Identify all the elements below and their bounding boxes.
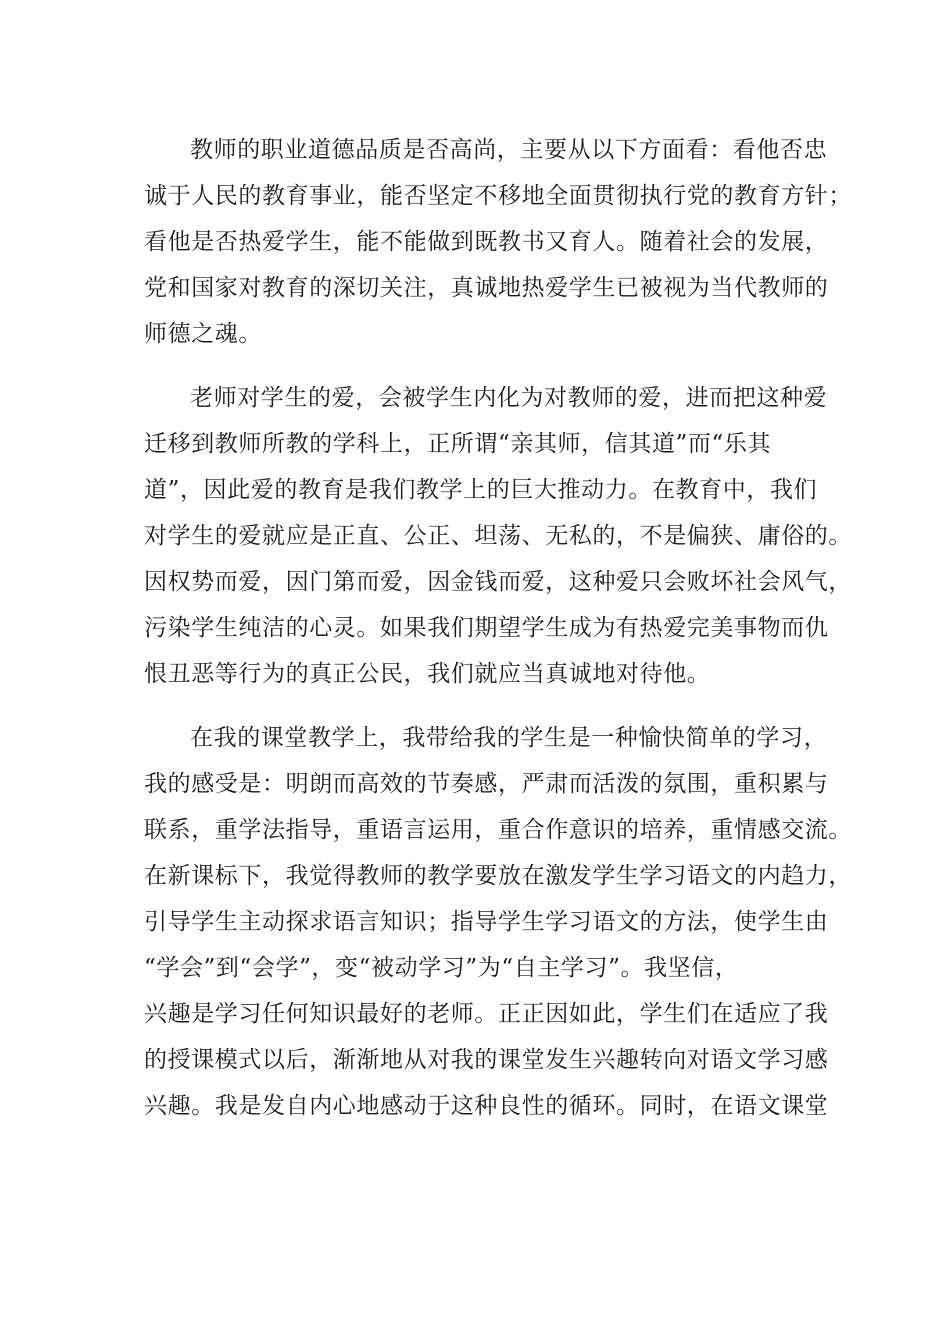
document-body — [144, 127, 852, 1147]
paragraph-2 — [144, 375, 852, 697]
text-line: 师德之魂。 — [144, 321, 262, 347]
text-line: 老师对学生的爱，会被学生内化为对教师的爱，进而把这种爱 — [190, 385, 828, 411]
text-line: 诚于人民的教育事业，能否坚定不移地全面贯彻执行党的教育方针； — [144, 183, 852, 209]
text-line: 道”，因此爱的教育是我们教学上的巨大推动力。在教育中，我们 — [144, 477, 818, 503]
text-line: 的授课模式以后，渐渐地从对我的课堂发生兴趣转向对语文学习感 — [144, 1047, 829, 1073]
text-line: 对学生的爱就应是正直、公正、坦荡、无私的，不是偏狭、庸俗的。 — [144, 523, 852, 549]
text-line: 看他是否热爱学生，能不能做到既教书又育人。随着社会的发展， — [144, 229, 829, 255]
paragraph-1 — [144, 127, 852, 357]
text-line: 在新课标下，我觉得教师的教学要放在激发学生学习语文的内趋力， — [144, 863, 852, 889]
text-line: 引导学生主动探求语言知识；指导学生学习语文的方法，使学生由 — [144, 909, 829, 935]
text-line: 党和国家对教育的深切关注，真诚地热爱学生已被视为当代教师的 — [144, 275, 829, 301]
text-line: 在我的课堂教学上，我带给我的学生是一种愉快简单的学习， — [190, 725, 828, 751]
text-line: 兴趣是学习任何知识最好的老师。正正因如此，学生们在适应了我 — [144, 1001, 829, 1027]
text-line: 兴趣。我是发自内心地感动于这种良性的循环。同时，在语文课堂 — [144, 1093, 829, 1119]
text-line: 迁移到教师所教的学科上，正所谓“亲其师，信其道”而“乐其 — [144, 431, 772, 457]
text-line: “学会”到“会学”，变“被动学习”为“自主学习”。我坚信， — [144, 955, 739, 981]
text-line: 教师的职业道德品质是否高尚，主要从以下方面看：看他否忠 — [190, 137, 828, 163]
text-line: 恨丑恶等行为的真正公民，我们就应当真诚地对待他。 — [144, 661, 711, 687]
text-line: 我的感受是：明朗而高效的节奏感，严肃而活泼的氛围，重积累与 — [144, 771, 829, 797]
text-line: 污染学生纯洁的心灵。如果我们期望学生成为有热爱完美事物而仇 — [144, 615, 829, 641]
text-line: 因权势而爱，因门第而爱，因金钱而爱，这种爱只会败坏社会风气， — [144, 569, 852, 595]
paragraph-3 — [144, 715, 852, 1129]
text-line: 联系，重学法指导，重语言运用，重合作意识的培养，重情感交流。 — [144, 817, 852, 843]
